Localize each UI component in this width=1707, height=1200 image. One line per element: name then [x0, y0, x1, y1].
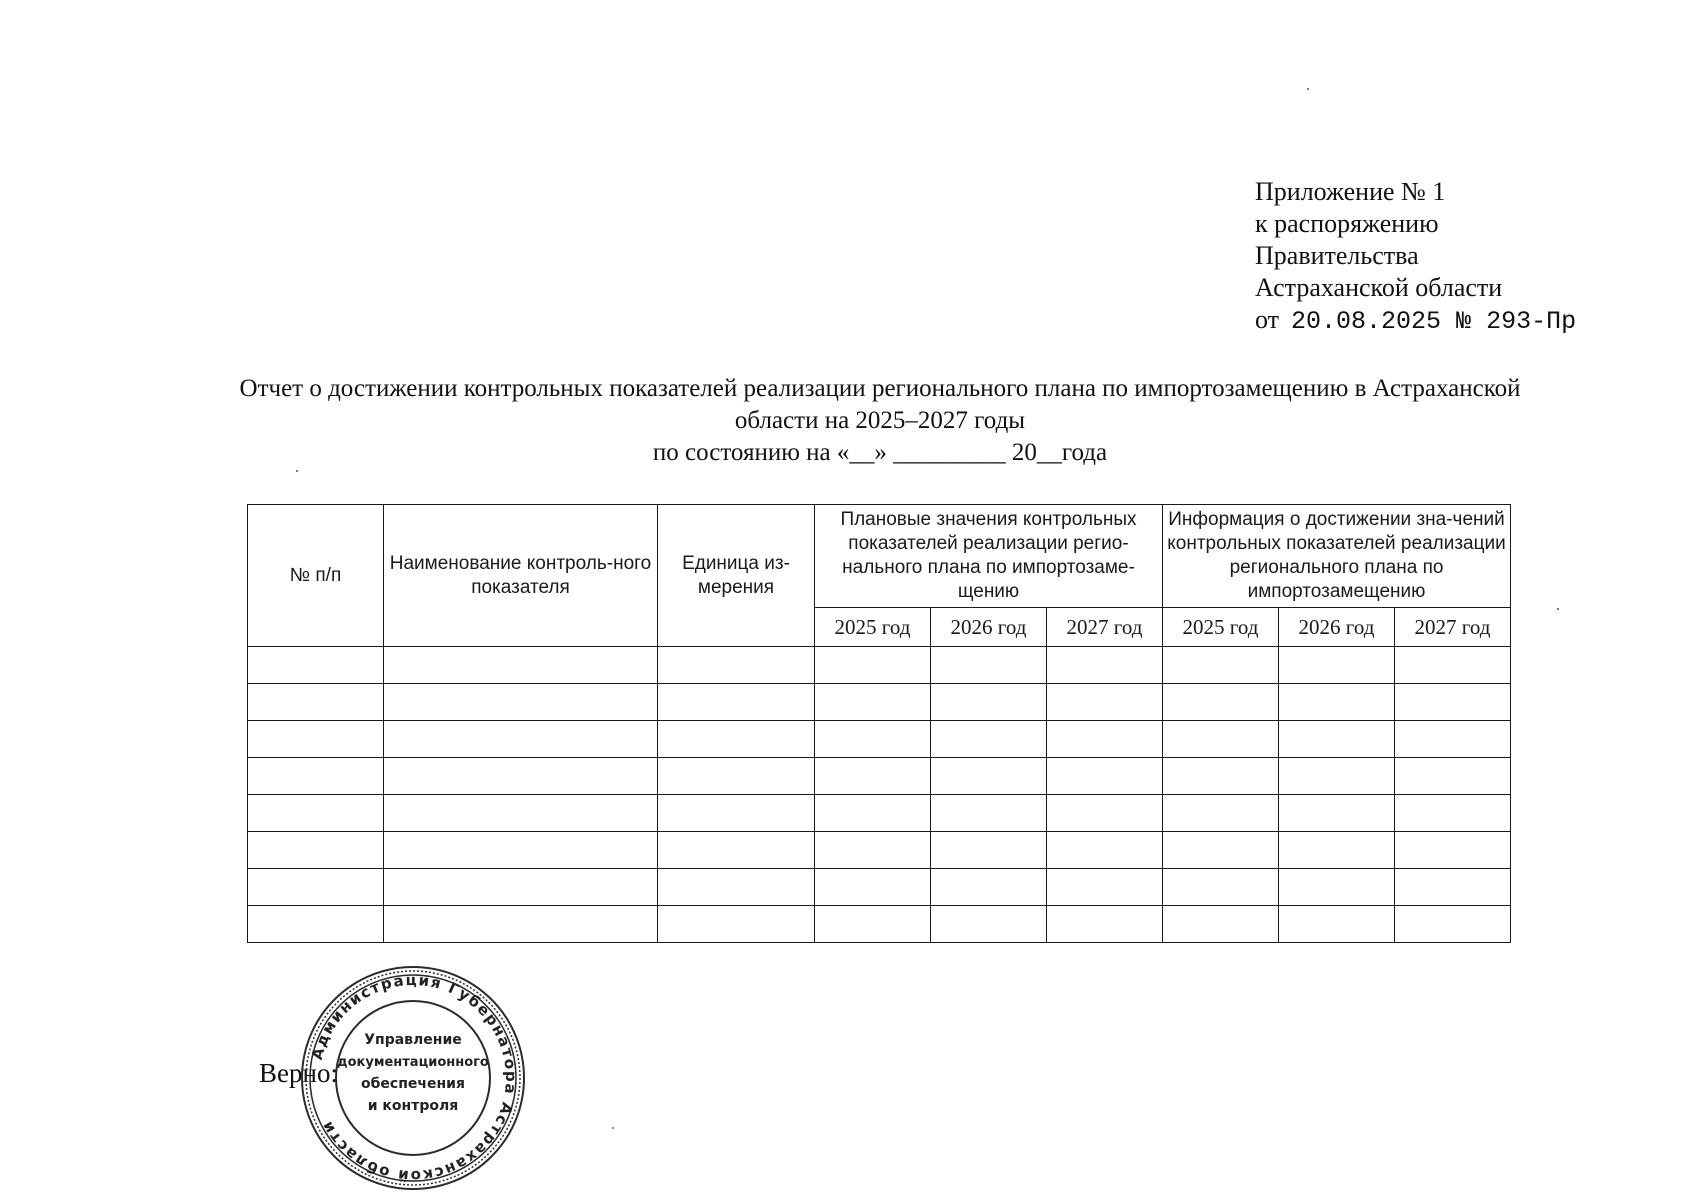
- scan-speck: [296, 470, 298, 472]
- header-achievement-info: Информация о достижении зна-чений контрольных показателей реализации регионального плана по импортозамещению: [1163, 505, 1511, 608]
- header-year-planned-2025: 2025 год: [815, 608, 931, 647]
- table-cell: [384, 758, 658, 795]
- table-cell: [658, 795, 815, 832]
- appendix-line-2: к распоряжению: [1255, 209, 1439, 238]
- table-cell: [384, 721, 658, 758]
- table-cell: [384, 647, 658, 684]
- header-unit: Единица из-мерения: [658, 505, 815, 647]
- table-cell: [931, 832, 1047, 869]
- table-cell: [931, 647, 1047, 684]
- table-cell: [931, 721, 1047, 758]
- appendix-block: [1255, 176, 1576, 338]
- header-year-planned-2026: 2026 год: [931, 608, 1047, 647]
- table-cell: [1279, 684, 1395, 721]
- table-cell: [384, 832, 658, 869]
- table-cell: [815, 721, 931, 758]
- table-cell: [1047, 869, 1163, 906]
- table-cell: [658, 647, 815, 684]
- table-cell: [815, 758, 931, 795]
- table-cell: [1163, 832, 1279, 869]
- header-year-achieved-2027: 2027 год: [1395, 608, 1511, 647]
- table-cell: [931, 758, 1047, 795]
- table-cell: [815, 795, 931, 832]
- table-cell: [1395, 721, 1511, 758]
- seal-ring-text: Администрация Губернатора Астраханской области: [307, 970, 521, 1186]
- table-cell: [248, 647, 384, 684]
- title-line-2: области на 2025–2027 годы: [734, 407, 1026, 434]
- table-row: [248, 869, 1511, 906]
- scan-speck: [1307, 88, 1309, 90]
- table-cell: [1047, 906, 1163, 943]
- table-cell: [815, 647, 931, 684]
- table-cell: [658, 869, 815, 906]
- header-year-planned-2027: 2027 год: [1047, 608, 1163, 647]
- table-cell: [1047, 647, 1163, 684]
- table-cell: [1279, 795, 1395, 832]
- table-cell: [248, 758, 384, 795]
- table-cell: [1279, 832, 1395, 869]
- table-cell: [248, 721, 384, 758]
- table-cell: [384, 869, 658, 906]
- table-cell: [815, 832, 931, 869]
- official-seal: [300, 965, 526, 1191]
- table-cell: [658, 832, 815, 869]
- table-cell: [931, 795, 1047, 832]
- table-cell: [1047, 684, 1163, 721]
- table-cell: [1163, 869, 1279, 906]
- scan-speck: [612, 1127, 614, 1129]
- table-cell: [658, 721, 815, 758]
- table-cell: [658, 758, 815, 795]
- table-cell: [658, 906, 815, 943]
- appendix-line-3: Правительства: [1255, 241, 1419, 270]
- table-row: [248, 832, 1511, 869]
- table-cell: [1395, 684, 1511, 721]
- table-cell: [248, 795, 384, 832]
- table-body: [248, 647, 1511, 943]
- header-indicator-name: Наименование контроль-ного показателя: [384, 505, 658, 647]
- table-cell: [1163, 684, 1279, 721]
- header-planned-values: Плановые значения контрольных показателей реализации регио-нального плана по импортозаме-щению: [815, 505, 1163, 608]
- table-cell: [1395, 869, 1511, 906]
- report-table: [247, 504, 1511, 943]
- table-cell: [384, 795, 658, 832]
- table-cell: [1163, 758, 1279, 795]
- scan-speck: [1557, 608, 1559, 610]
- table-cell: [815, 869, 931, 906]
- table-cell: [1163, 647, 1279, 684]
- table-cell: [1163, 906, 1279, 943]
- table-cell: [1395, 758, 1511, 795]
- table-cell: [931, 906, 1047, 943]
- table-cell: [248, 832, 384, 869]
- table-row: [248, 795, 1511, 832]
- table-row: [248, 684, 1511, 721]
- seal-center-line-2: документационного: [337, 1055, 489, 1070]
- header-year-achieved-2025: 2025 год: [1163, 608, 1279, 647]
- table-cell: [1163, 795, 1279, 832]
- seal-center-line-3: обеспечения: [361, 1076, 465, 1092]
- table-cell: [931, 684, 1047, 721]
- table-cell: [1395, 795, 1511, 832]
- table-cell: [658, 684, 815, 721]
- appendix-line-4: Астраханской области: [1255, 273, 1503, 302]
- seal-center-line-4: и контроля: [367, 1098, 459, 1114]
- table-cell: [815, 684, 931, 721]
- table-row: [248, 906, 1511, 943]
- table-cell: [1395, 832, 1511, 869]
- table-row: [248, 647, 1511, 684]
- header-num: № п/п: [248, 505, 384, 647]
- table-cell: [384, 684, 658, 721]
- table-cell: [248, 684, 384, 721]
- table-row: [248, 721, 1511, 758]
- table-cell: [1047, 721, 1163, 758]
- table-cell: [1047, 832, 1163, 869]
- table-cell: [1047, 758, 1163, 795]
- appendix-line-1: Приложение № 1: [1255, 177, 1446, 206]
- table-cell: [1279, 869, 1395, 906]
- table-cell: [1395, 647, 1511, 684]
- date-prefix: от: [1255, 305, 1280, 334]
- table-cell: [248, 869, 384, 906]
- table-cell: [384, 906, 658, 943]
- table-cell: [1279, 647, 1395, 684]
- report-title: [130, 373, 1630, 469]
- table-cell: [931, 869, 1047, 906]
- table-row: [248, 758, 1511, 795]
- title-line-1: Отчет о достижении контрольных показателей реализации регионального плана по импортозамещению в Астраханской: [239, 375, 1521, 402]
- table-cell: [1163, 721, 1279, 758]
- table-cell: [1279, 758, 1395, 795]
- table-cell: [248, 906, 384, 943]
- certification-label: Верно:: [259, 1058, 338, 1088]
- table-cell: [815, 906, 931, 943]
- document-date-number: 20.08.2025 № 293-Пр: [1291, 307, 1577, 336]
- header-year-achieved-2026: 2026 год: [1279, 608, 1395, 647]
- table-cell: [1395, 906, 1511, 943]
- table-cell: [1279, 721, 1395, 758]
- seal-center-line-1: Управление: [364, 1032, 462, 1048]
- table-cell: [1047, 795, 1163, 832]
- title-line-3: по состоянию на «__» _________ 20__года: [652, 439, 1108, 466]
- appendix-date-line: [1255, 304, 1576, 338]
- table-cell: [1279, 906, 1395, 943]
